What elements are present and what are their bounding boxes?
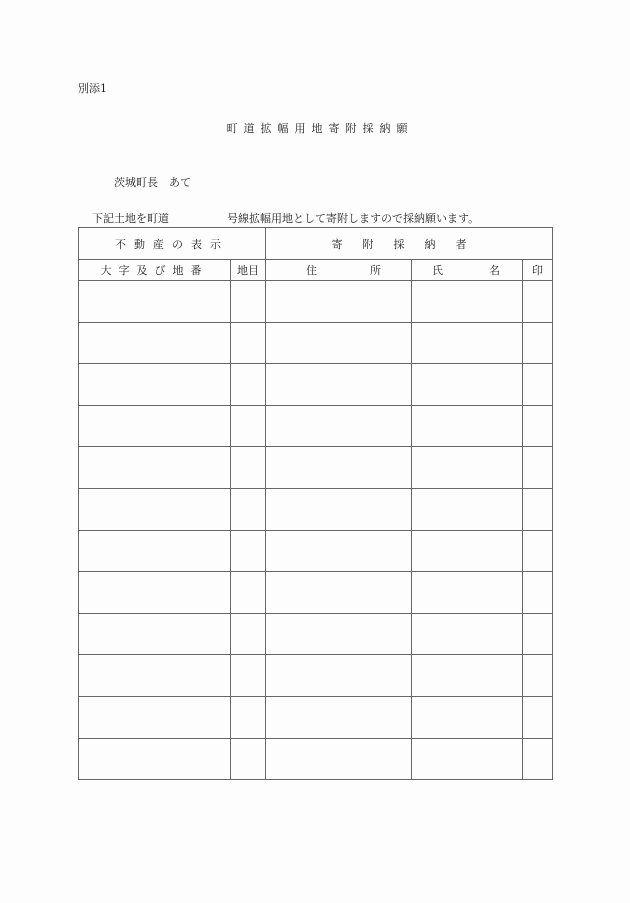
table-row xyxy=(79,655,553,697)
land-category-cell[interactable] xyxy=(231,488,266,530)
seal-cell[interactable] xyxy=(523,530,553,572)
seal-cell[interactable] xyxy=(523,655,553,697)
name-cell[interactable] xyxy=(412,488,523,530)
table-row xyxy=(79,281,553,323)
seal-cell[interactable] xyxy=(523,696,553,738)
seal-cell[interactable] xyxy=(523,572,553,614)
name-cell[interactable] xyxy=(412,281,523,323)
table-row xyxy=(79,488,553,530)
lot-cell[interactable] xyxy=(79,572,231,614)
land-category-cell[interactable] xyxy=(231,738,266,780)
document-title: 町道拡幅用地寄附採納願 xyxy=(226,122,414,135)
lot-cell[interactable] xyxy=(79,738,231,780)
land-category-cell[interactable] xyxy=(231,322,266,364)
land-category-cell[interactable] xyxy=(231,447,266,489)
land-category-cell[interactable] xyxy=(231,405,266,447)
name-cell[interactable] xyxy=(412,405,523,447)
table-row xyxy=(79,572,553,614)
table-row xyxy=(79,696,553,738)
column-header-land-category: 地目 xyxy=(231,260,266,281)
statement xyxy=(92,210,479,226)
column-header-name xyxy=(412,260,523,281)
land-category-cell[interactable] xyxy=(231,364,266,406)
name-cell[interactable] xyxy=(412,655,523,697)
table-row xyxy=(79,530,553,572)
lot-cell[interactable] xyxy=(79,530,231,572)
land-category-cell[interactable] xyxy=(231,613,266,655)
table-row xyxy=(79,364,553,406)
land-category-cell[interactable] xyxy=(231,655,266,697)
statement-prefix: 下記土地を町道 xyxy=(92,212,169,225)
seal-cell[interactable] xyxy=(523,405,553,447)
seal-cell[interactable] xyxy=(523,738,553,780)
column-header-address xyxy=(266,260,412,281)
table-row xyxy=(79,738,553,780)
seal-cell[interactable] xyxy=(523,447,553,489)
address-cell[interactable] xyxy=(266,364,412,406)
donation-table xyxy=(78,227,553,780)
group-header-property: 不動産の表示 xyxy=(79,228,266,260)
seal-cell[interactable] xyxy=(523,322,553,364)
column-header-lot: 大字及び地番 xyxy=(79,260,231,281)
address-cell[interactable] xyxy=(266,738,412,780)
address-cell[interactable] xyxy=(266,613,412,655)
lot-cell[interactable] xyxy=(79,281,231,323)
group-header-row xyxy=(79,228,553,260)
name-cell[interactable] xyxy=(412,322,523,364)
land-category-cell[interactable] xyxy=(231,572,266,614)
lot-cell[interactable] xyxy=(79,364,231,406)
address-cell[interactable] xyxy=(266,696,412,738)
column-header-seal: 印 xyxy=(523,260,553,281)
lot-cell[interactable] xyxy=(79,696,231,738)
name-cell[interactable] xyxy=(412,572,523,614)
seal-cell[interactable] xyxy=(523,613,553,655)
lot-cell[interactable] xyxy=(79,447,231,489)
table-row xyxy=(79,447,553,489)
addressee: 茨城町長 あて xyxy=(114,176,191,189)
table-row xyxy=(79,405,553,447)
name-char-2: 名 xyxy=(489,264,500,277)
name-cell[interactable] xyxy=(412,613,523,655)
address-char-2: 所 xyxy=(370,264,381,277)
name-cell[interactable] xyxy=(412,738,523,780)
name-cell[interactable] xyxy=(412,364,523,406)
address-cell[interactable] xyxy=(266,530,412,572)
seal-cell[interactable] xyxy=(523,364,553,406)
address-cell[interactable] xyxy=(266,447,412,489)
name-cell[interactable] xyxy=(412,447,523,489)
land-category-cell[interactable] xyxy=(231,696,266,738)
table-row xyxy=(79,322,553,364)
address-cell[interactable] xyxy=(266,405,412,447)
name-cell[interactable] xyxy=(412,696,523,738)
lot-cell[interactable] xyxy=(79,405,231,447)
lot-cell[interactable] xyxy=(79,488,231,530)
seal-cell[interactable] xyxy=(523,281,553,323)
group-header-donor: 寄附採納者 xyxy=(266,228,553,260)
attachment-label: 別添1 xyxy=(78,82,107,95)
table-row xyxy=(79,613,553,655)
lot-cell[interactable] xyxy=(79,613,231,655)
address-cell[interactable] xyxy=(266,322,412,364)
name-cell[interactable] xyxy=(412,530,523,572)
land-category-cell[interactable] xyxy=(231,281,266,323)
column-header-row xyxy=(79,260,553,281)
lot-cell[interactable] xyxy=(79,322,231,364)
name-char-1: 氏 xyxy=(432,264,443,277)
address-char-1: 住 xyxy=(306,264,317,277)
address-cell[interactable] xyxy=(266,572,412,614)
address-cell[interactable] xyxy=(266,488,412,530)
lot-cell[interactable] xyxy=(79,655,231,697)
statement-suffix: 号線拡幅用地として寄附しますので採納願います。 xyxy=(227,212,480,225)
seal-cell[interactable] xyxy=(523,488,553,530)
land-category-cell[interactable] xyxy=(231,530,266,572)
address-cell[interactable] xyxy=(266,281,412,323)
address-cell[interactable] xyxy=(266,655,412,697)
